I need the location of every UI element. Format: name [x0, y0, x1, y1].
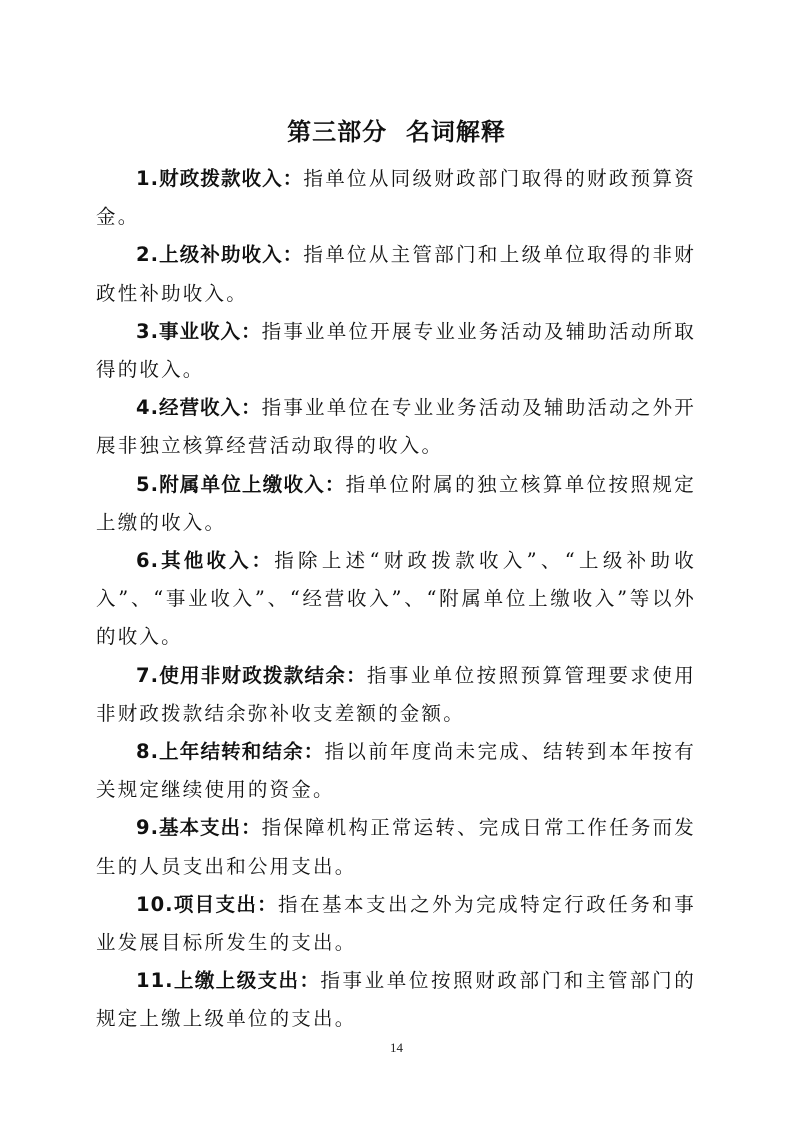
- glossary-term: 2.上级补助收入：: [136, 243, 304, 267]
- glossary-term: 5.附属单位上缴收入：: [136, 472, 346, 496]
- glossary-body: [96, 160, 696, 1039]
- glossary-definition: 指单位从同级财政部门取得的财政预算资金。: [96, 167, 696, 229]
- glossary-entry-9: [96, 809, 696, 885]
- glossary-term: 8.上年结转和结余：: [136, 740, 325, 764]
- glossary-definition: 指以前年度尚未完成、结转到本年按有关规定继续使用的资金。: [96, 740, 696, 802]
- glossary-term: 6.其他收入：: [136, 549, 275, 573]
- glossary-term: 9.基本支出：: [136, 816, 262, 840]
- glossary-term: 10.项目支出：: [136, 892, 278, 916]
- glossary-entry-1: [96, 160, 696, 236]
- glossary-term: 3.事业收入：: [136, 319, 262, 343]
- glossary-entry-7: [96, 657, 696, 733]
- glossary-term: 7.使用非财政拨款结余：: [136, 663, 367, 687]
- glossary-entry-10: [96, 886, 696, 962]
- glossary-term: 11.上缴上级支出：: [136, 969, 321, 993]
- glossary-definition: 指在基本支出之外为完成特定行政任务和事业发展目标所发生的支出。: [96, 892, 696, 955]
- glossary-definition: 指事业单位按照财政部门和主管部门的规定上缴上级单位的支出。: [96, 969, 697, 1031]
- glossary-entry-3: [96, 313, 696, 389]
- glossary-definition: 指事业单位开展专业业务活动及辅助活动所取得的收入。: [96, 319, 696, 382]
- glossary-definition: 指保障机构正常运转、完成日常工作任务而发生的人员支出和公用支出。: [96, 816, 696, 878]
- glossary-entry-8: [96, 733, 696, 809]
- glossary-entry-2: [96, 236, 696, 312]
- glossary-entry-4: [96, 389, 696, 465]
- page-number: 14: [390, 1040, 403, 1055]
- glossary-entry-5: [96, 466, 696, 542]
- glossary-definition: 指单位从主管部门和上级单位取得的非财政性补助收入。: [96, 243, 696, 305]
- glossary-term: 4.经营收入：: [136, 396, 262, 420]
- glossary-definition: 指单位附属的独立核算单位按照规定上缴的收入。: [96, 472, 696, 534]
- glossary-entry-6: [96, 542, 696, 657]
- glossary-entry-11: [96, 962, 696, 1038]
- page-title: 第三部分 名词解释: [287, 118, 506, 146]
- glossary-term: 1.财政拨款收入：: [136, 167, 304, 190]
- glossary-definition: 指事业单位在专业业务活动及辅助活动之外开展非独立核算经营活动取得的收入。: [96, 396, 696, 458]
- glossary-definition: 指除上述“财政拨款收入”、“上级补助收入”、“事业收入”、“经营收入”、“附属单位上缴收入”等以外的收入。: [96, 549, 696, 649]
- glossary-definition: 指事业单位按照预算管理要求使用非财政拨款结余弥补收支差额的金额。: [96, 663, 696, 725]
